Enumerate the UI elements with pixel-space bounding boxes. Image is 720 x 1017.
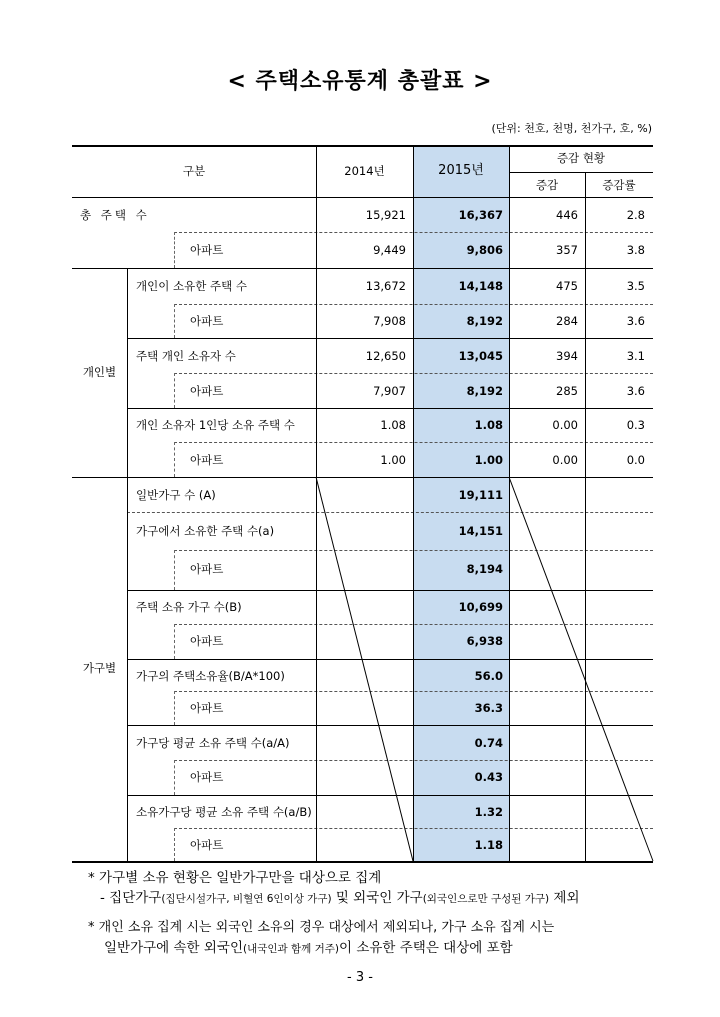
row-label: 가구의 주택소유율(B/A*100)	[136, 669, 285, 683]
value-2015: 16,367	[458, 208, 503, 222]
value-2015: 8,192	[466, 314, 503, 328]
page-title: < 주택소유통계 총괄표 >	[227, 69, 493, 94]
value-2015: 19,111	[458, 488, 503, 502]
value-diff: 284	[556, 314, 578, 328]
header-rate: 증감률	[602, 178, 636, 192]
row-label: 가구에서 소유한 주택 수(a)	[136, 524, 275, 538]
value-rate: 3.8	[626, 243, 645, 257]
group-individual: 개인별	[82, 365, 117, 379]
value-rate: 3.1	[626, 349, 645, 363]
row-label: 주택 소유 가구 수(B)	[136, 600, 242, 614]
value-2014: 12,650	[365, 349, 406, 363]
page-number: - 3 -	[347, 970, 373, 985]
row-label: 아파트	[190, 634, 224, 648]
row-label: 아파트	[190, 770, 224, 784]
value-2015: 1.32	[474, 805, 503, 819]
note-1: * 가구별 소유 현황은 일반가구만을 대상으로 집계	[88, 870, 382, 886]
row-label: 아파트	[190, 838, 224, 852]
value-2015: 9,806	[466, 243, 503, 257]
note-4: 일반가구에 속한 외국인(내국인과 함께 거주)이 소유한 주택은 대상에 포함	[104, 940, 513, 956]
value-2015: 0.74	[474, 736, 503, 750]
value-2015: 8,194	[466, 562, 503, 576]
value-2014: 15,921	[365, 208, 406, 222]
header-2015: 2015년	[438, 163, 484, 178]
header-change: 증감 현황	[556, 151, 606, 165]
value-diff: 394	[556, 349, 578, 363]
value-2014: 9,449	[373, 243, 406, 257]
value-2015: 8,192	[466, 384, 503, 398]
row-label: 아파트	[190, 314, 224, 328]
value-2014: 7,908	[373, 314, 406, 328]
note-3: * 개인 소유 집계 시는 외국인 소유의 경우 대상에서 제외되나, 가구 소유 집계 시는	[88, 920, 555, 935]
value-2015: 1.00	[474, 453, 503, 467]
value-rate: 0.3	[626, 418, 645, 432]
header-category: 구분	[182, 164, 206, 178]
value-rate: 2.8	[626, 208, 645, 222]
value-diff: 0.00	[552, 453, 578, 467]
unit-note: (단위: 천호, 천명, 천가구, 호, %)	[491, 122, 652, 135]
value-diff: 446	[556, 208, 578, 222]
group-household: 가구별	[82, 661, 117, 675]
row-label: 아파트	[190, 384, 224, 398]
note-2: - 집단가구(집단시설가구, 비혈연 6인이상 가구) 및 외국인 가구(외국인으로만 구성된 가구) 제외	[100, 890, 580, 906]
row-label: 가구당 평균 소유 주택 수(a/A)	[136, 736, 290, 750]
value-2015: 14,148	[458, 279, 503, 293]
row-label: 개인 소유자 1인당 소유 주택 수	[136, 418, 295, 432]
value-diff: 357	[556, 243, 578, 257]
row-label: 아파트	[190, 701, 224, 715]
value-diff: 475	[556, 279, 578, 293]
row-label: 총 주택 수	[80, 208, 150, 222]
row-label: 아파트	[190, 243, 224, 257]
value-2015: 36.3	[474, 701, 503, 715]
value-2014: 7,907	[373, 384, 406, 398]
value-2015: 6,938	[466, 634, 503, 648]
row-label: 아파트	[190, 453, 224, 467]
row-label: 주택 개인 소유자 수	[136, 349, 236, 363]
value-2014: 1.08	[380, 418, 406, 432]
value-diff: 285	[556, 384, 578, 398]
row-label: 개인이 소유한 주택 수	[136, 279, 247, 293]
header-diff: 증감	[535, 178, 559, 192]
value-2015: 10,699	[458, 600, 503, 614]
value-2015: 14,151	[458, 524, 503, 538]
value-rate: 3.6	[626, 384, 645, 398]
value-rate: 3.5	[626, 279, 645, 293]
row-label: 일반가구 수 (A)	[136, 488, 216, 502]
row-label: 아파트	[190, 562, 224, 576]
value-2014: 1.00	[380, 453, 406, 467]
value-2015: 13,045	[458, 349, 503, 363]
value-diff: 0.00	[552, 418, 578, 432]
value-2015: 1.08	[474, 418, 503, 432]
header-2014: 2014년	[344, 164, 385, 178]
value-2015: 56.0	[474, 669, 503, 683]
row-label: 소유가구당 평균 소유 주택 수(a/B)	[136, 805, 312, 819]
value-2015: 0.43	[474, 770, 503, 784]
value-2015: 1.18	[474, 838, 503, 852]
value-rate: 0.0	[626, 453, 645, 467]
value-rate: 3.6	[626, 314, 645, 328]
value-2014: 13,672	[365, 279, 406, 293]
